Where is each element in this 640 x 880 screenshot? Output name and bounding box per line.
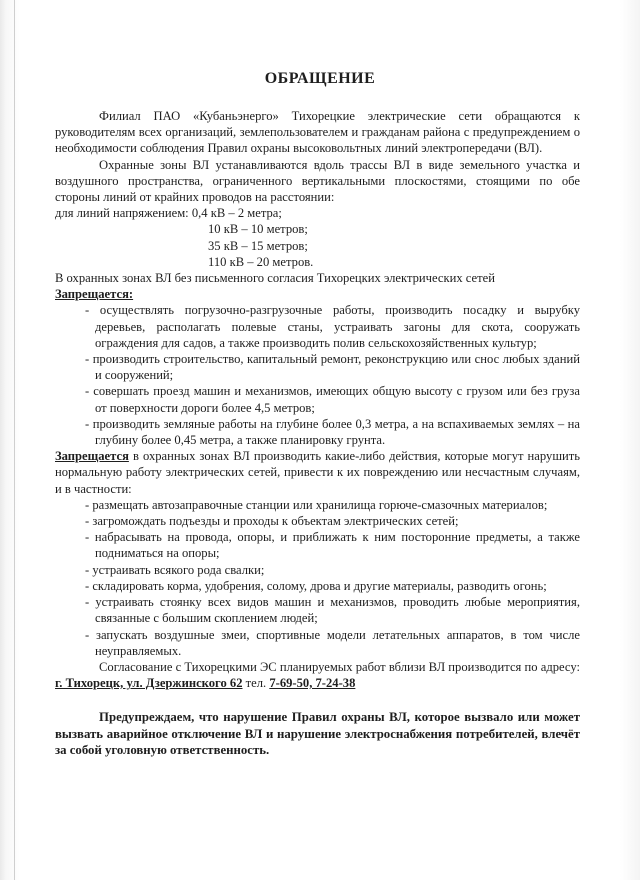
prohibited-item: - производить земляные работы на глубине более 0,3 метра, а на вспахиваемых землях – на глубину более 0,45 метра, а также планировку грунта. xyxy=(85,416,580,448)
voltage-line: 10 кВ – 10 метров; xyxy=(208,222,308,237)
prohibited-label: Запрещается: xyxy=(55,287,134,302)
spacer xyxy=(55,691,580,709)
document-body xyxy=(55,108,580,758)
voltage-lead: для линий напряжением: 0,4 кВ – 2 метра; xyxy=(55,206,282,221)
particular-item: - набрасывать на провода, опоры, и приближать к ним посторонние предметы, а также подниматься на опоры; xyxy=(85,530,580,561)
particular-item: - загромождать подъезды и проходы к объектам электрических сетей; xyxy=(85,514,459,529)
prohibited-item: - производить строительство, капитальный ремонт, реконструкцию или снос любых зданий и сооружений; xyxy=(85,352,580,383)
warning-paragraph: Предупреждаем, что нарушение Правил охраны ВЛ, которое вызвало или может вызвать аварийное отключение ВЛ и нарушение электроснабжения потребителей, влечёт за собой уголовную ответственность. xyxy=(55,710,580,757)
phone-label: тел. xyxy=(242,676,270,691)
zones-paragraph: Охранные зоны ВЛ устанавливаются вдоль трассы ВЛ в виде земельного участка и воздушного пространства, ограниченного вертикальными плоскостями, стоящими по обе стороны линий от крайних проводов на расстоянии: xyxy=(55,157,580,205)
prohibited-item: - осуществлять погрузочно-разгрузочные работы, производить посадку и вырубку деревьев, располагать полевые станы, устраивать загоны для скота, сооружать ограждения для садов, а также производить полив сельскохозяйственных культур; xyxy=(85,303,580,350)
voltage-line: 110 кВ – 20 метров. xyxy=(208,254,314,269)
particular-item: - размещать автозаправочные станции или хранилища горюче-смазочных материалов; xyxy=(85,497,548,512)
address: г. Тихорецк, ул. Дзержинского 62 xyxy=(55,676,243,691)
no-consent-paragraph: В охранных зонах ВЛ без письменного согласия Тихорецких электрических сетей xyxy=(55,271,495,286)
particular-item: - запускать воздушные змеи, спортивные модели летательных аппаратов, в том числе неуправляемых. xyxy=(85,627,580,658)
prohibited2-paragraph xyxy=(55,448,580,497)
intro-paragraph: Филиал ПАО «Кубаньэнерго» Тихорецкие электрические сети обращаются к руководителям всех организаций, землепользователем и гражданам района с предупреждением о необходимости соблюдения Правил охраны высоковольтных линий электропередачи (ВЛ). xyxy=(55,109,580,156)
particular-item: - складировать корма, удобрения, солому, дрова и другие материалы, разводить огонь; xyxy=(85,578,547,593)
particular-item: - устраивать стоянку всех видов машин и механизмов, проводить любые мероприятия, связанные с большим скоплением людей; xyxy=(85,595,580,626)
particular-item: - устраивать всякого рода свалки; xyxy=(85,562,265,577)
prohibited2-label: Запрещается xyxy=(55,449,129,464)
voltage-line: 35 кВ – 15 метров; xyxy=(208,238,308,253)
agreement-paragraph xyxy=(55,659,580,691)
phones: 7-69-50, 7-24-38 xyxy=(269,676,356,691)
prohibited2-text: в охранных зонах ВЛ производить какие-либо действия, которые могут нарушить нормальную работу электрических сетей, привести к их повреждению или несчастным случаям, и в частности: xyxy=(55,449,580,496)
document-title: ОБРАЩЕНИЕ xyxy=(264,70,376,87)
scan-edge-line xyxy=(14,0,15,880)
agreement-text: Согласование с Тихорецкими ЭС планируемых работ вблизи ВЛ производится по адресу: xyxy=(99,659,580,674)
prohibited-item: - совершать проезд машин и механизмов, имеющих общую высоту с грузом или без груза от поверхности дороги более 4,5 метров; xyxy=(85,384,580,415)
